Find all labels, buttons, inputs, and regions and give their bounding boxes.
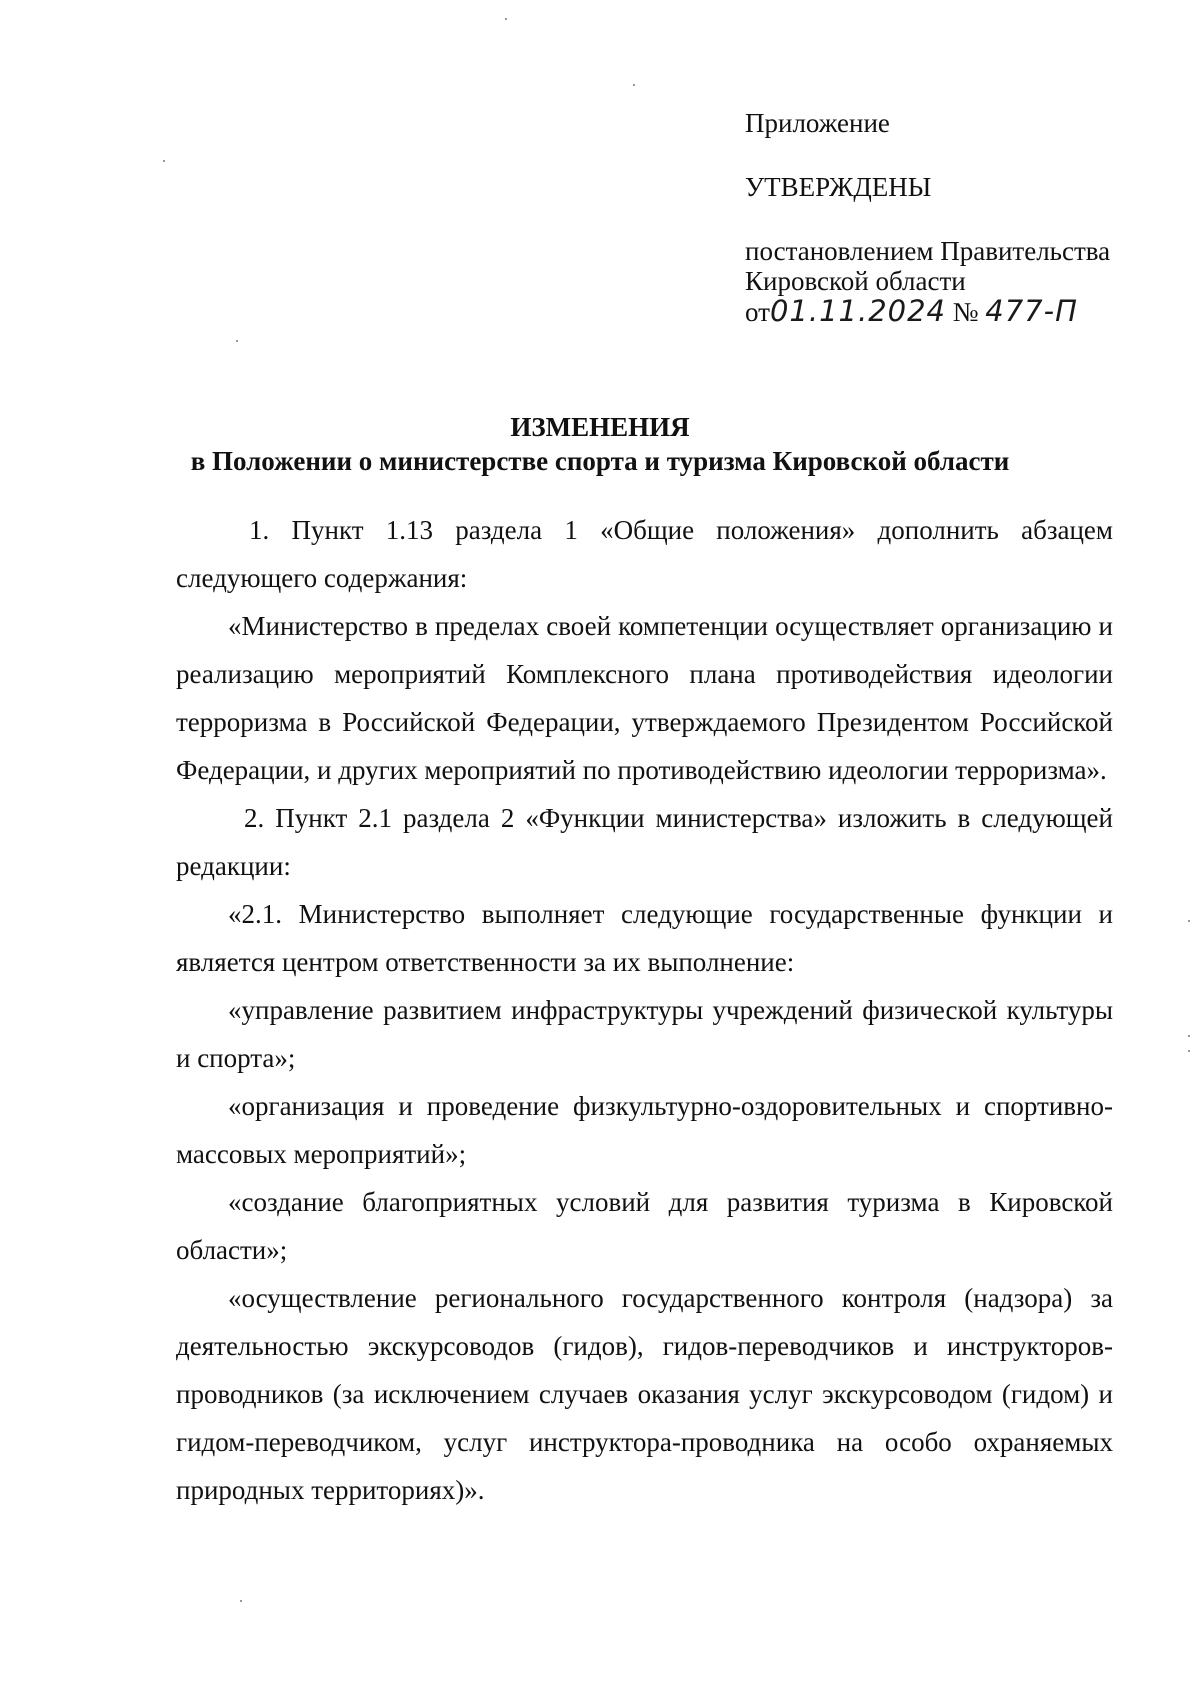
scan-speck (236, 340, 238, 342)
document-title (0, 410, 1200, 478)
paragraph-2: «Министерство в пределах своей компетенции осуществляет организацию и реализацию мероприятий Комплексного плана противодействия идеологии терроризма в Российской Федерации, утверждаемого Президентом Российской Федерации, и других мероприятий по противодействию идеологии терроризма». (176, 611, 1113, 785)
appendix-label: Приложение (745, 108, 890, 138)
title-subheading: в Положении о министерстве спорта и туризма Кировской области (190, 446, 1010, 476)
scan-speck (633, 84, 635, 86)
document-body (176, 506, 1113, 1514)
title-heading: ИЗМЕНЕНИЯ (510, 412, 690, 442)
date-prefix: от (745, 297, 770, 327)
scan-speck (163, 160, 165, 162)
appendix-block (745, 108, 1145, 327)
paragraph-8: «осуществление регионального государственного контроля (надзора) за деятельностью экскурсоводов (гидов), гидов-переводчиков и инструкторов-проводников (за исключением случаев оказания услуг экскурсоводом (гидом) и гидом-переводчиком, услуг инструктора-проводника на особо охраняемых природных территориях)». (176, 1283, 1113, 1505)
scan-speck (1188, 1035, 1190, 1037)
decree-date-line (745, 296, 1145, 327)
paragraph-3: 2. Пункт 2.1 раздела 2 «Функции министерства» изложить в следующей редакции: (176, 803, 1113, 881)
scan-speck (505, 18, 507, 20)
decree-line-2: Кировской области (745, 266, 966, 296)
number-prefix: № (952, 297, 979, 327)
paragraph-5: «управление развитием инфраструктуры учреждений физической культуры и спорта»; (176, 995, 1113, 1073)
scan-speck (240, 1600, 242, 1602)
paragraph-6: «организация и проведение физкультурно-оздоровительных и спортивно-массовых мероприятий»; (176, 1091, 1113, 1169)
paragraph-7: «создание благоприятных условий для развития туризма в Кировской области»; (176, 1187, 1113, 1265)
approved-label: УТВЕРЖДЕНЫ (745, 172, 932, 202)
scan-speck (1188, 920, 1190, 922)
decree-line-1: постановлением Правительства (745, 236, 1111, 266)
decree-date: 01.11.2024 (769, 294, 946, 328)
paragraph-1: 1. Пункт 1.13 раздела 1 «Общие положения» дополнить абзацем следующего содержания: (176, 515, 1113, 593)
scan-speck (1188, 1050, 1190, 1052)
decree-number: 477-П (985, 294, 1078, 328)
paragraph-4: «2.1. Министерство выполняет следующие государственные функции и является центром ответственности за их выполнение: (176, 899, 1113, 977)
